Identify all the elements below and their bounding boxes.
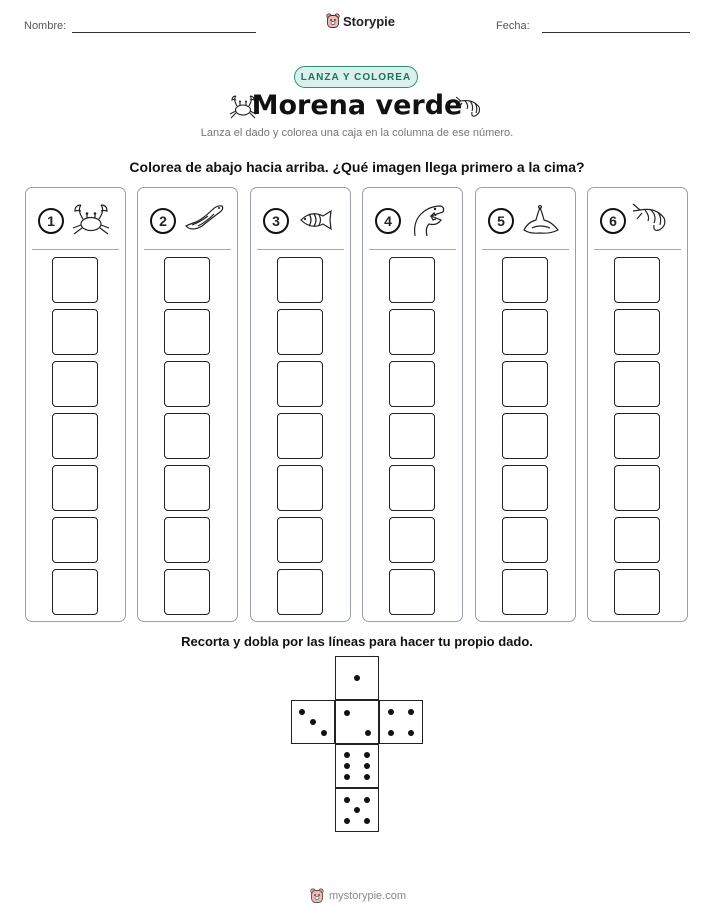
die-face-1 [335,656,379,700]
pip [388,709,394,715]
column-header [598,202,678,238]
cut-instruction: Recorta y dobla por las líneas para hacer tu propio dado. [181,634,533,649]
column-6 [587,187,688,622]
color-box[interactable] [502,413,548,459]
sea-slug-icon [520,202,562,238]
pip [354,675,360,681]
column-header [373,202,453,238]
moray-head-icon [407,202,449,238]
color-box[interactable] [277,517,323,563]
brand-name: Storypie [343,13,396,29]
pip [344,763,350,769]
pip [344,797,350,803]
column-divider [144,249,231,250]
pip [364,763,370,769]
color-box[interactable] [389,465,435,511]
eel-icon [182,202,226,238]
column-divider [369,249,456,250]
color-box[interactable] [502,569,548,615]
pip [310,719,316,725]
color-box[interactable] [52,413,98,459]
color-box[interactable] [164,465,210,511]
column-5 [475,187,576,622]
pip [344,710,350,716]
color-box[interactable] [52,257,98,303]
name-line[interactable] [72,32,256,33]
pip [344,752,350,758]
pip [364,797,370,803]
color-box[interactable] [502,465,548,511]
column-1 [25,187,126,622]
shrimp-icon [455,95,485,121]
color-box[interactable] [502,517,548,563]
column-number: 3 [263,208,289,234]
color-box[interactable] [389,569,435,615]
pip [321,730,327,736]
color-box[interactable] [614,361,660,407]
column-header [148,202,228,238]
color-box[interactable] [52,569,98,615]
column-divider [482,249,569,250]
color-box[interactable] [389,309,435,355]
color-box[interactable] [164,309,210,355]
column-header [36,202,116,238]
footer [310,888,406,904]
color-box[interactable] [277,413,323,459]
color-box[interactable] [52,309,98,355]
coloring-instruction: Colorea de abajo hacia arriba. ¿Qué imagen llega primero a la cima? [129,159,585,175]
column-divider [594,249,681,250]
color-box[interactable] [277,569,323,615]
column-number: 4 [375,208,401,234]
color-box[interactable] [502,257,548,303]
column-3 [250,187,351,622]
pip [408,730,414,736]
fish-icon [295,202,337,238]
die-face-2 [335,700,379,744]
date-label: Fecha: [496,20,530,32]
color-box[interactable] [277,257,323,303]
color-box[interactable] [277,361,323,407]
bear-icon [310,888,324,904]
pip [354,807,360,813]
pip [365,730,371,736]
subtitle: Lanza el dado y colorea una caja en la columna de ese número. [200,127,514,139]
color-box[interactable] [502,309,548,355]
column-2 [137,187,238,622]
pip [364,774,370,780]
color-box[interactable] [614,465,660,511]
color-box[interactable] [614,413,660,459]
name-label: Nombre: [24,20,67,32]
color-box[interactable] [614,257,660,303]
color-box[interactable] [277,465,323,511]
die-face-3 [291,700,335,744]
activity-badge: LANZA Y COLOREA [294,66,418,88]
color-box[interactable] [389,361,435,407]
color-box[interactable] [614,309,660,355]
color-box[interactable] [164,517,210,563]
pip [344,774,350,780]
color-box[interactable] [164,361,210,407]
color-box[interactable] [164,257,210,303]
color-box[interactable] [502,361,548,407]
die-face-4 [379,700,423,744]
color-box[interactable] [52,517,98,563]
color-box[interactable] [277,309,323,355]
column-number: 1 [38,208,64,234]
color-box[interactable] [52,465,98,511]
color-box[interactable] [614,569,660,615]
color-box[interactable] [389,257,435,303]
pip [299,709,305,715]
bear-icon [326,13,340,29]
die-face-6 [335,744,379,788]
pip [388,730,394,736]
column-divider [257,249,344,250]
column-header [261,202,341,238]
color-box[interactable] [614,517,660,563]
date-line[interactable] [542,32,690,33]
pip [344,818,350,824]
column-number: 2 [150,208,176,234]
color-box[interactable] [389,517,435,563]
crab-icon [70,202,112,238]
color-box[interactable] [164,569,210,615]
column-4 [362,187,463,622]
pip [364,818,370,824]
column-header [486,202,566,238]
color-box[interactable] [52,361,98,407]
die-face-5 [335,788,379,832]
column-number: 5 [488,208,514,234]
pip [408,709,414,715]
color-box[interactable] [389,413,435,459]
pip [364,752,370,758]
brand-logo [326,13,395,29]
column-divider [32,249,119,250]
color-box[interactable] [164,413,210,459]
page-title: Morena verde [251,90,463,121]
column-number: 6 [600,208,626,234]
shrimp-icon [632,202,674,238]
footer-url[interactable]: mystorypie.com [329,890,407,902]
